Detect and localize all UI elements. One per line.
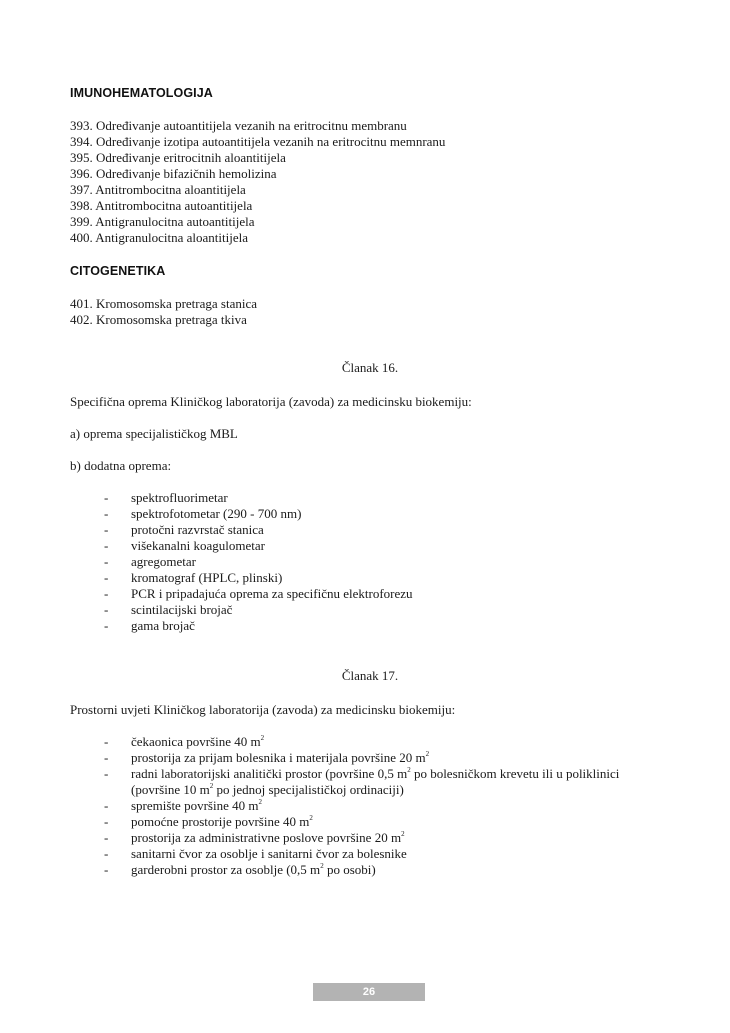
bullet-dash: - xyxy=(104,766,109,781)
bullet-dash: - xyxy=(104,830,109,845)
equipment-item: kromatograf (HPLC, plinski) xyxy=(131,570,283,585)
article-17-intro: Prostorni uvjeti Kliničkog laboratorija (zavoda) za medicinsku biokemiju: xyxy=(70,702,456,717)
bullet-dash: - xyxy=(104,862,109,877)
bullet-dash: - xyxy=(104,506,109,521)
bullet-dash: - xyxy=(104,586,109,601)
equipment-item: scintilacijski brojač xyxy=(131,602,233,617)
list-item: 402. Kromosomska pretraga tkiva xyxy=(70,312,247,327)
list-item: 395. Određivanje eritrocitnih aloantitijela xyxy=(70,150,286,165)
bullet-dash: - xyxy=(104,798,109,813)
bullet-dash: - xyxy=(104,814,109,829)
space-item: prostorija za administrativne poslove površine 20 $m^2$ xyxy=(131,830,405,845)
space-item: spremište površine 40 $m^2$ xyxy=(131,798,262,813)
article-16-intro: Specifična oprema Kliničkog laboratorija (zavoda) za medicinsku biokemiju: xyxy=(70,394,472,409)
list-item: 398. Antitrombocitna autoantitijela xyxy=(70,198,253,213)
equipment-item: gama brojač xyxy=(131,618,195,633)
bullet-dash: - xyxy=(104,618,109,633)
section-heading-imunohematologija: IMUNOHEMATOLOGIJA xyxy=(70,86,213,100)
bullet-dash: - xyxy=(104,490,109,505)
list-item: 400. Antigranulocitna aloantitijela xyxy=(70,230,248,245)
page-number: 26 xyxy=(362,986,376,998)
bullet-dash: - xyxy=(104,602,109,617)
article-16-item-b: b) dodatna oprema: xyxy=(70,458,172,473)
list-item: 393. Određivanje autoantitijela vezanih na eritrocitnu membranu xyxy=(70,118,407,133)
equipment-item: višekanalni koagulometar xyxy=(131,538,265,553)
bullet-dash: - xyxy=(104,570,109,585)
space-item: garderobni prostor za osoblje (0,5 $m^2$ po osobi) xyxy=(131,862,376,877)
list-item: 394. Određivanje izotipa autoantitijela vezanih na eritrocitnu memnranu xyxy=(70,134,446,149)
bullet-dash: - xyxy=(104,554,109,569)
article-16-title: Članak 16. xyxy=(341,360,399,375)
bullet-dash: - xyxy=(104,846,109,861)
bullet-dash: - xyxy=(104,522,109,537)
bullet-dash: - xyxy=(104,750,109,765)
space-item: radni laboratorijski analitički prostor (površine 0,5 $m^2$ po bolesničkom krevetu ili u poliklinici xyxy=(131,766,620,781)
list-item: 399. Antigranulocitna autoantitijela xyxy=(70,214,255,229)
equipment-item: spektrofluorimetar xyxy=(131,490,228,505)
equipment-item: spektrofotometar (290 - 700 nm) xyxy=(131,506,302,521)
section-heading-citogenetika: CITOGENETIKA xyxy=(70,264,166,278)
page-number-bar xyxy=(313,983,425,1001)
bullet-dash: - xyxy=(104,538,109,553)
equipment-item: agregometar xyxy=(131,554,196,569)
bullet-dash: - xyxy=(104,734,109,749)
list-item: 396. Određivanje bifazičnih hemolizina xyxy=(70,166,277,181)
equipment-item: protočni razvrstač stanica xyxy=(131,522,264,537)
article-16-item-a: a) oprema specijalističkog MBL xyxy=(70,426,238,441)
list-item: 401. Kromosomska pretraga stanica xyxy=(70,296,258,311)
space-item: prostorija za prijam bolesnika i materijala površine 20 $m^2$ xyxy=(131,750,430,765)
space-item-continuation: (površine 10 $m^2$ po jednoj specijalističkoj ordinaciji) xyxy=(131,782,404,797)
space-item: sanitarni čvor za osoblje i sanitarni čvor za bolesnike xyxy=(131,846,407,861)
space-item: pomoćne prostorije površine 40 $m^2$ xyxy=(131,814,313,829)
space-item: čekaonica površine 40 $m^2$ xyxy=(131,734,265,749)
list-item: 397. Antitrombocitna aloantitijela xyxy=(70,182,246,197)
equipment-item: PCR i pripadajuća oprema za specifičnu elektroforezu xyxy=(131,586,413,601)
article-17-title: Članak 17. xyxy=(341,668,399,683)
